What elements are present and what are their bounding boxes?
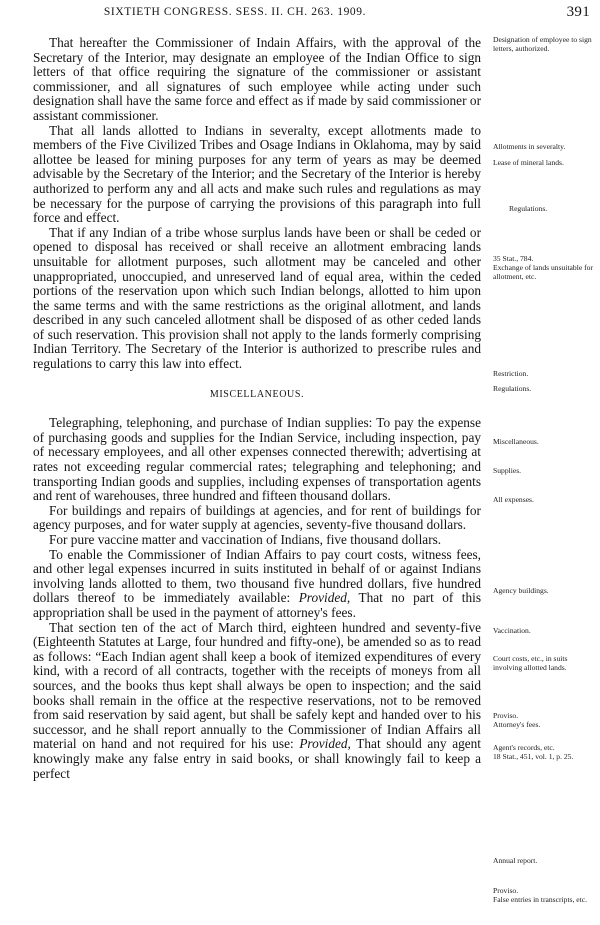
margin-note: Regulations. [509, 204, 548, 213]
court-costs-text: To enable the Commissioner of Indian Affairs to pay court costs, witness fees, and other legal expenses incurred in suits instituted in behalf of or against Indians involving lands allotted to them, two thousand five hundred dollars, five hundred dollars thereof to be immediately available: [33, 546, 481, 606]
paragraph-supplies: Telegraphing, telephoning, and purchase of Indian supplies: To pay the expense of purchasing goods and supplies for the Indian Service, including inspection, pay of necessary employees, and all other expenses connected therewith; advertising at rates not exceeding regular commercial rates; telegraphing and telephoning; and transporting Indian goods and supplies, including expenses of transportation agents and rent of warehouses, three hundred and fifteen thousand dollars. [33, 415, 481, 504]
main-text-column [33, 36, 481, 781]
margin-note: Attorney's fees. [493, 720, 541, 729]
margin-note: Lease of mineral lands. [493, 158, 564, 167]
agent-records-proviso-text: That should any agent knowingly make any false entry in said books, or shall knowingly fail to keep a perfect [33, 736, 481, 781]
margin-note: Exchange of lands unsuitable for allotment, etc. [493, 263, 593, 281]
margin-note: 18 Stat., 451, vol. 1, p. 25. [493, 752, 574, 761]
margin-note: Proviso. [493, 711, 519, 720]
paragraph-designation: That hereafter the Commissioner of Indain Affairs, with the approval of the Secretary of the Interior, may designate an employee of the Indian Office to sign letters of that office requiring the signature of the commissioner or assistant commissioner, and all signatures of such employee while acting under such designation shall have the same force and effect as if made by said commissioner or assistant commissioner. [33, 35, 481, 123]
paragraph-exchange-lands: That if any Indian of a tribe whose surplus lands have been or shall be ceded or opened to disposal has received or shall receive an allotment embracing lands unsuitable for allotment purposes, such allotment may be canceled and other unappropriated, unoccupied, and unreserved land of equal area, within the ceded portions of the reservation upon which such Indian belongs, allotted to him upon the same terms and with the same restrictions as the original allotment, and lands described in any such canceled allotment shall be disposed of as other ceded lands of such reservation. This provision shall not apply to the lands formerly comprising Indian Territory. The Secretary of the Interior is authorized to prescribe rules and regulations to carry this law into effect. [33, 224, 481, 372]
margin-note: Agent's records, etc. [493, 743, 555, 752]
proviso-word: Provided, [299, 736, 351, 752]
margin-note: Miscellaneous. [493, 437, 539, 446]
running-title: SIXTIETH CONGRESS. SESS. II. CH. 263. 1909. [103, 6, 367, 18]
margin-note: Vaccination. [493, 626, 531, 635]
margin-note: Allotments in severalty. [493, 142, 566, 151]
agent-records-text: That section ten of the act of March third, eighteen hundred and seventy-five (Eighteenth Statutes at Large, four hundred and fifty-one), be amended so as to read as follows: “Each Indian agent shall keep a book of itemized expenditures of every kind, with a record of all contracts, together with the receipts of moneys from all sources, and the books thus kept shall always be open to inspection; and the said books shall remain in the office at the respective reservations, not to be removed from said reservation by said agent, but shall be safely kept and handed over to his successor, and he shall report annually to the Commissioner of Indian Affairs all material on hand and not required for his use: [33, 619, 481, 752]
margin-note: Designation of employee to sign letters, authorized. [493, 35, 592, 53]
paragraph-agency-buildings: For buildings and repairs of buildings at agencies, and for rent of buildings for agency purposes, and for water supply at agencies, seventy-five thousand dollars. [33, 502, 481, 533]
paragraph-agent-records [33, 621, 481, 782]
margin-note: Supplies. [493, 466, 522, 475]
margin-note: All expenses. [493, 495, 534, 504]
margin-note: Annual report. [493, 856, 538, 865]
margin-note: Agency buildings. [493, 586, 549, 595]
paragraph-mineral-leases: That all lands allotted to Indians in severalty, except allotments made to members of the Five Civilized Tribes and Osage Indians in Oklahoma, may by said allottee be leased for mining purposes for any term of years as may be deemed advisable by the Secretary of the Interior; and the Secretary of the Interior is hereby authorized to perform any and all acts and make such rules and regulations as may be necessary for the purpose of carrying the provisions of this paragraph into full force and effect. [33, 122, 481, 226]
margin-note: False entries in transcripts, etc. [493, 895, 588, 904]
court-costs-proviso-text: That no part of this appropriation shall be used in the payment of attorney's fees. [33, 590, 481, 620]
margin-note: Restriction. [493, 369, 529, 378]
paragraph-vaccination: For pure vaccine matter and vaccination of Indians, five thousand dollars. [49, 532, 442, 547]
margin-note: 35 Stat., 784. [493, 254, 534, 263]
margin-note: Proviso. [493, 886, 519, 895]
proviso-word: Provided, [298, 590, 351, 606]
page-header [0, 6, 600, 24]
section-heading: MISCELLANEOUS. [209, 388, 305, 400]
page-number: 391 [566, 4, 590, 20]
margin-note: Court costs, etc., in suits involving allotted lands. [493, 654, 568, 672]
margin-note: Regulations. [493, 384, 532, 393]
paragraph-court-costs [33, 548, 481, 621]
